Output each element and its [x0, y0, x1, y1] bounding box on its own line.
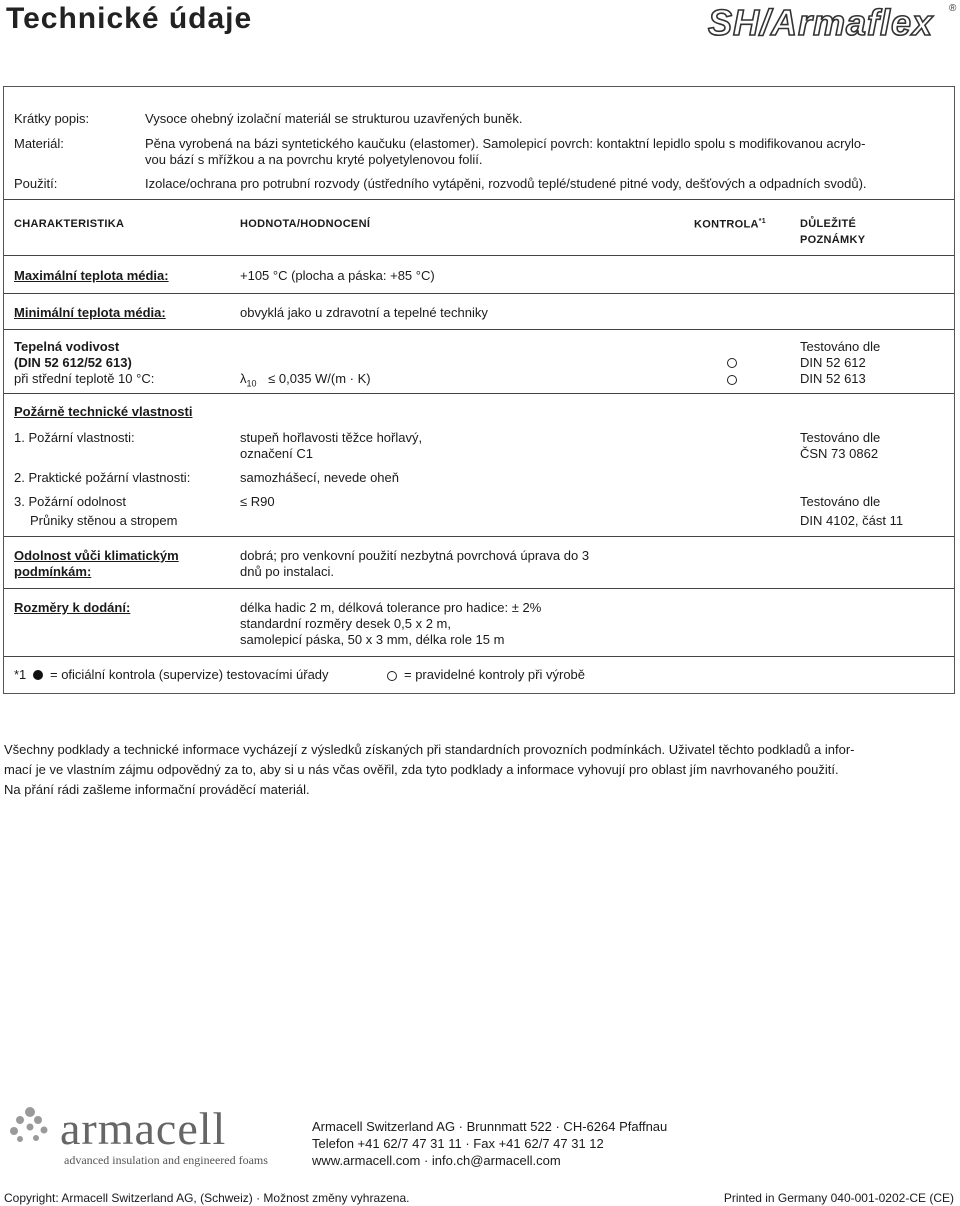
divider: [4, 199, 954, 200]
divider: [4, 536, 954, 537]
lambda-symbol: λ: [240, 371, 247, 386]
fire-1-value-1: stupeň hořlavosti těžce hořlavý,: [240, 430, 423, 445]
footnote-regular: = pravidelné kontroly při výrobě: [404, 667, 586, 682]
address-line-2: Telefon +41 62/7 47 31 11 · Fax +41 62/7 47 31 12: [312, 1136, 604, 1151]
divider: [4, 588, 954, 589]
col-header-control-sup: *1: [758, 218, 766, 225]
material-label: Materiál:: [14, 136, 64, 151]
max-temp-label: Maximální teplota média:: [14, 268, 169, 283]
footnote-official: = oficiální kontrola (supervize) testovacími úřady: [50, 667, 329, 682]
disclaimer-line-3: Na přání rádi zašleme informační prováděcí materiál.: [4, 782, 310, 797]
divider: [4, 329, 954, 330]
use-label: Použití:: [14, 176, 58, 191]
material-line-2: vou bází s mřížkou a na povrchu kryté polyetylenovou folií.: [145, 152, 483, 167]
disclaimer-line-1: Všechny podklady a technické informace vycházejí z výsledků získaných při standardních provozních podmínkách. Uživatel těchto podkladů a infor-: [4, 742, 855, 757]
dims-value-3: samolepicí páska, 50 x 3 mm, délka role 15 m: [240, 632, 505, 647]
material-line-1: Pěna vyrobená na bázi syntetického kaučuku (elastomer). Samolepicí povrch: kontaktní lepidlo spolu s modifikovanou acrylo-: [145, 136, 866, 151]
fire-2-value: samozhášecí, nevede oheň: [240, 470, 399, 485]
fire-3-note-1: Testováno dle: [800, 494, 881, 509]
armacell-tagline: advanced insulation and engineered foams: [64, 1153, 268, 1167]
divider: [4, 293, 954, 294]
fire-1-note-1: Testováno dle: [800, 430, 881, 445]
fire-3-label-1: 3. Požární odolnost: [14, 494, 127, 509]
col-header-control-label: KONTROLA: [694, 218, 759, 231]
thermal-value-text: ≤ 0,035 W/(m · K): [268, 371, 371, 386]
fire-1-label: 1. Požární vlastnosti:: [14, 430, 135, 445]
col-header-notes-1: DŮLEŽITÉ: [800, 218, 857, 230]
dims-value-1: délka hadic 2 m, délková tolerance pro hadice: ± 2%: [240, 600, 542, 615]
short-desc-label: Krátky popis:: [14, 111, 90, 126]
fire-2-label: 2. Praktické požární vlastnosti:: [14, 470, 191, 485]
footnote-mark: *1: [14, 667, 27, 682]
fire-1-note-2: ČSN 73 0862: [800, 446, 879, 461]
weather-value-1: dobrá; pro venkovní použití nezbytná povrchová úprava do 3: [240, 548, 590, 563]
short-desc-value: Vysoce ohebný izolační materiál se strukturou uzavřených buněk.: [145, 111, 523, 126]
address-line-3: www.armacell.com · info.ch@armacell.com: [312, 1153, 561, 1168]
dims-label: Rozměry k dodání:: [14, 600, 131, 615]
regular-control-icon: [727, 358, 737, 368]
min-temp-label: Minimální teplota média:: [14, 305, 166, 320]
lambda-subscript: 10: [246, 378, 257, 389]
fire-1-value-2: označení C1: [240, 446, 313, 461]
address-line-1: Armacell Switzerland AG · Brunnmatt 522 · CH-6264 Pfaffnau: [312, 1119, 668, 1134]
armacell-emblem-icon: [10, 1107, 48, 1142]
regular-control-icon: [387, 671, 397, 681]
fire-3-value: ≤ R90: [240, 494, 275, 509]
use-value: Izolace/ochrana pro potrubní rozvody (ústředního vytápěni, rozvodů teplé/studené pitné vody, dešťových a odpadních svodů).: [145, 176, 867, 191]
fire-3-note-2: DIN 4102, část 11: [800, 513, 904, 528]
thermal-value: [240, 371, 371, 392]
page-title: Technické údaje: [6, 2, 253, 35]
copyright: Copyright: Armacell Switzerland AG, (Schweiz) · Možnost změny vyhrazena.: [4, 1191, 410, 1205]
disclaimer-line-2: mací je ve vlastním zájmu odpovědný za to, aby si u nás včas ověřil, zda tyto podklady a informace vyhovují pro oblast jím navrhovaného použití.: [4, 762, 839, 777]
weather-value-2: dnů po instalaci.: [240, 564, 334, 579]
thermal-note-3: DIN 52 613: [800, 371, 866, 386]
armacell-logo: [4, 1100, 304, 1170]
thermal-label-3: při střední teplotě 10 °C:: [14, 371, 155, 386]
col-header-value: HODNOTA/HODNOCENÍ: [240, 218, 371, 230]
armacell-wordmark: armacell: [60, 1103, 227, 1154]
thermal-label-2: (DIN 52 612/52 613): [14, 355, 132, 370]
dims-value-2: standardní rozměry desek 0,5 x 2 m,: [240, 616, 451, 631]
brand-registered-mark: ®: [949, 3, 957, 14]
regular-control-icon: [727, 375, 737, 385]
weather-label-2: podmínkám:: [14, 564, 92, 579]
col-header-notes-2: POZNÁMKY: [800, 234, 866, 246]
min-temp-value: obvyklá jako u zdravotní a tepelné techniky: [240, 305, 488, 320]
col-header-characteristic: CHARAKTERISTIKA: [14, 218, 125, 230]
weather-label-1: Odolnost vůči klimatickým: [14, 548, 179, 563]
divider: [4, 255, 954, 256]
col-header-control: [694, 218, 766, 231]
official-control-icon: [33, 670, 43, 680]
printed-note: Printed in Germany 040-001-0202-CE (CE): [723, 1191, 954, 1205]
divider: [4, 656, 954, 657]
thermal-note-1: Testováno dle: [800, 339, 881, 354]
fire-3-label-2: Průniky stěnou a stropem: [30, 513, 178, 528]
thermal-note-2: DIN 52 612: [800, 355, 866, 370]
divider: [4, 393, 954, 394]
brand-logo: [706, 0, 960, 42]
fire-heading: Požárně technické vlastnosti: [14, 404, 193, 419]
max-temp-value: +105 °C (plocha a páska: +85 °C): [240, 268, 435, 283]
brand-name: SH/Armaflex: [708, 2, 934, 42]
disclaimer: [4, 740, 855, 800]
thermal-label-1: Tepelná vodivost: [14, 339, 120, 354]
